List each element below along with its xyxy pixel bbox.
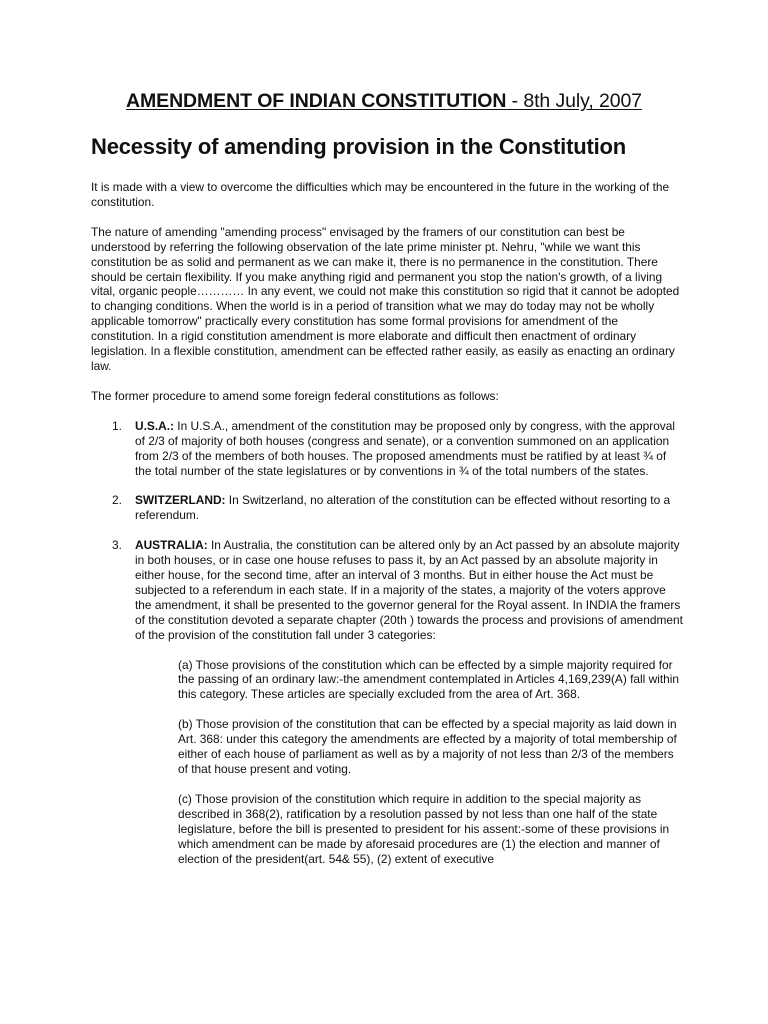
document-body [91,180,683,881]
country-text: In U.S.A., amendment of the constitution may be proposed only by congress, with the approval of 2/3 of majority of both houses (congress and senate), or a convention summoned on an application from 2/3 of the members of both houses. The proposed amendments must be ratified by at least ¾ of the total number of the state legislatures or by conventions in ¾ of the total numbers of the states. [135,418,675,478]
country-name: SWITZERLAND: [135,493,226,508]
list-number: 2. [112,493,122,508]
list-item [91,419,683,479]
nehru-paragraph: The nature of amending "amending process" envisaged by the framers of our constitution can best be understood by referring the following observation of the late prime minister pt. Nehru, "while we want this constitution be as solid and permanent as we can make it, there is no permanence in the constitution. There should be certain flexibility. If you make anything rigid and permanent you stop the nation's growth, of a living vital, organic people………… In any event, we could not make this constitution so rigid that it cannot be adopted to changing conditions. When the world is in a period of transition what we may do today may not be wholly applicable tomorrow" practically every constitution has some formal provisions for amendment of the constitution. In a rigid constitution amendment is more elaborate and difficult then enactment of ordinary legislation. In a flexible constitution, amendment can be effected rather easily, as easily as enacting an ordinary law. [91,224,680,373]
list-number: 1. [112,418,122,433]
list-item [91,493,683,523]
intro-paragraph: It is made with a view to overcome the difficulties which may be encountered in the future in the working of the constitution. [91,180,670,209]
category-item: (c) Those provision of the constitution which require in addition to the special majority as described in 368(2), ratification by a resolution passed by not less than one half of the state legislature, before the bill is presented to president for his assent:-some of these provisions in which amendment can be made by aforesaid procedures are (1) the election and manner of election of the president(art. 54& 55), (2) extent of executive [178,791,670,866]
country-text: In Australia, the constitution can be altered only by an Act passed by an absolute majority in both houses, or in case one house refuses to pass it, by an Act passed by an absolute majority in either house, for the second time, after an interval of 3 months. But in either house the Act must be subjected to a referendum in each state. If in a majority of the states, a majority of the voters approve the amendment, it shall be presented to the governor general for the Royal assent. In INDIA the framers of the constitution devoted a separate chapter (20th ) towards the process and provisions of amendment of the provision of the constitution fall under 3 categories: [135,538,683,642]
title-main: AMENDMENT OF INDIAN CONSTITUTION [126,90,507,112]
list-item [91,538,683,866]
country-name: U.S.A.: [135,418,174,433]
category-item: (b) Those provision of the constitution that can be effected by a special majority as laid down in Art. 368: under this category the amendments are effected by a majority of total membership of either of each house of parliament as well as by a majority of not less than 2/3 of the members of that house present and voting. [178,717,677,776]
country-list [91,419,683,867]
former-procedure-paragraph: The former procedure to amend some foreign federal constitutions as follows: [91,388,499,403]
category-item: (a) Those provisions of the constitution which can be effected by a simple majority required for the passing of an ordinary law:-the amendment contemplated in Articles 4,169,239(A) fall within this category. These articles are specially excluded from the area of Art. 368. [178,657,680,702]
section-heading: Necessity of amending provision in the Constitution [91,134,626,159]
list-number: 3. [112,538,122,553]
country-name: AUSTRALIA: [135,538,208,553]
document-title [0,90,768,113]
country-text: In Switzerland, no alteration of the constitution can be effected without resorting to a referendum. [135,493,671,523]
title-date: - 8th July, 2007 [506,90,642,112]
category-list [135,658,683,867]
